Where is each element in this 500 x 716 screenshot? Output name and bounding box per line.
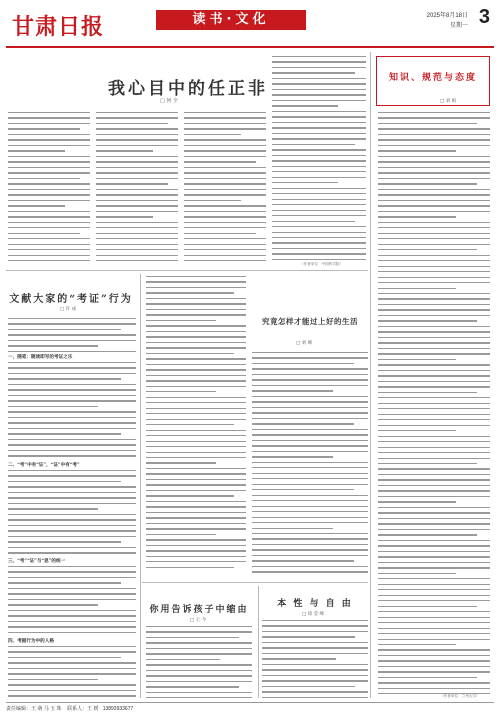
bottom-right-article-byline: □ 徐 莹 峰 (302, 612, 325, 617)
bottom-left-article-byline: □ 王 今 (190, 618, 207, 623)
issue-date: 2025年8月18日 (426, 13, 468, 19)
bottom-rule (6, 702, 494, 703)
main-article-title: 我心目中的任正非 (108, 79, 268, 99)
left-article-subhead-1: 一、随笔：随读即写的考证之乐 (8, 355, 73, 360)
footer-contact: 联系人：王 媛 (67, 706, 99, 712)
main-article-col-1 (8, 112, 90, 262)
divider-lower (142, 582, 368, 583)
bottom-right-article-title: 本 性 与 自 由 (277, 599, 353, 609)
main-article-col-4 (272, 56, 366, 262)
left-article-body-2 (8, 362, 136, 460)
right-article-end: （作者单位：兰州大学） (440, 694, 480, 698)
left-article-body-3 (8, 470, 136, 556)
left-article-byline: □ 许 成 (60, 307, 77, 312)
bottom-left-article-title: 你用告诉孩子中缩由 (149, 605, 249, 615)
left-article-body-4 (8, 566, 136, 636)
top-rule (6, 46, 494, 48)
left-article-title: 文献大家的“考证”行为 (9, 294, 133, 305)
column-divider-left (140, 274, 141, 698)
main-article-col-3 (184, 112, 266, 262)
middle-article-intro (146, 276, 246, 576)
page-number: 3 (478, 6, 490, 28)
left-article-subhead-4: 四、考据行为中的人格 (8, 639, 54, 644)
right-article-byline: □ 刘 娟 (440, 99, 457, 104)
footer-editors: 责任编辑：王 萌 马 玉 珠 (6, 706, 62, 712)
issue-weekday: 星期一 (449, 23, 468, 29)
main-article-byline: □ 何 全 (160, 98, 178, 104)
footer-phone: 13893933677 (102, 706, 134, 712)
left-article-body-5 (8, 646, 136, 698)
main-article-end: （作者单位：中国科学院） (300, 262, 344, 266)
bottom-right-article-body (262, 620, 368, 698)
newspaper-logo: 甘肃日报 (12, 14, 105, 40)
column-divider-bottom (258, 586, 259, 698)
page-footer (6, 705, 494, 712)
divider-mid (6, 270, 368, 271)
right-article-body (378, 112, 490, 694)
bottom-left-article-body (146, 626, 252, 698)
left-article-body-1 (8, 318, 136, 354)
main-article-col-2 (96, 112, 178, 262)
section-title: 读书·文化 (156, 10, 306, 30)
left-article-subhead-3: 三、“考”“证”与“思”的统一 (8, 559, 66, 564)
middle-article-byline: □ 刘 峰 (296, 341, 313, 346)
right-article-title: 知识、规范与态度 (388, 73, 477, 83)
middle-article-title: 究竟怎样才能过上好的生活 (262, 317, 358, 326)
middle-article-body (252, 352, 368, 576)
masthead (6, 4, 494, 44)
column-divider-right (370, 52, 371, 698)
left-article-subhead-2: 二、“考”中有“证”，“证”中有“考” (8, 463, 80, 468)
